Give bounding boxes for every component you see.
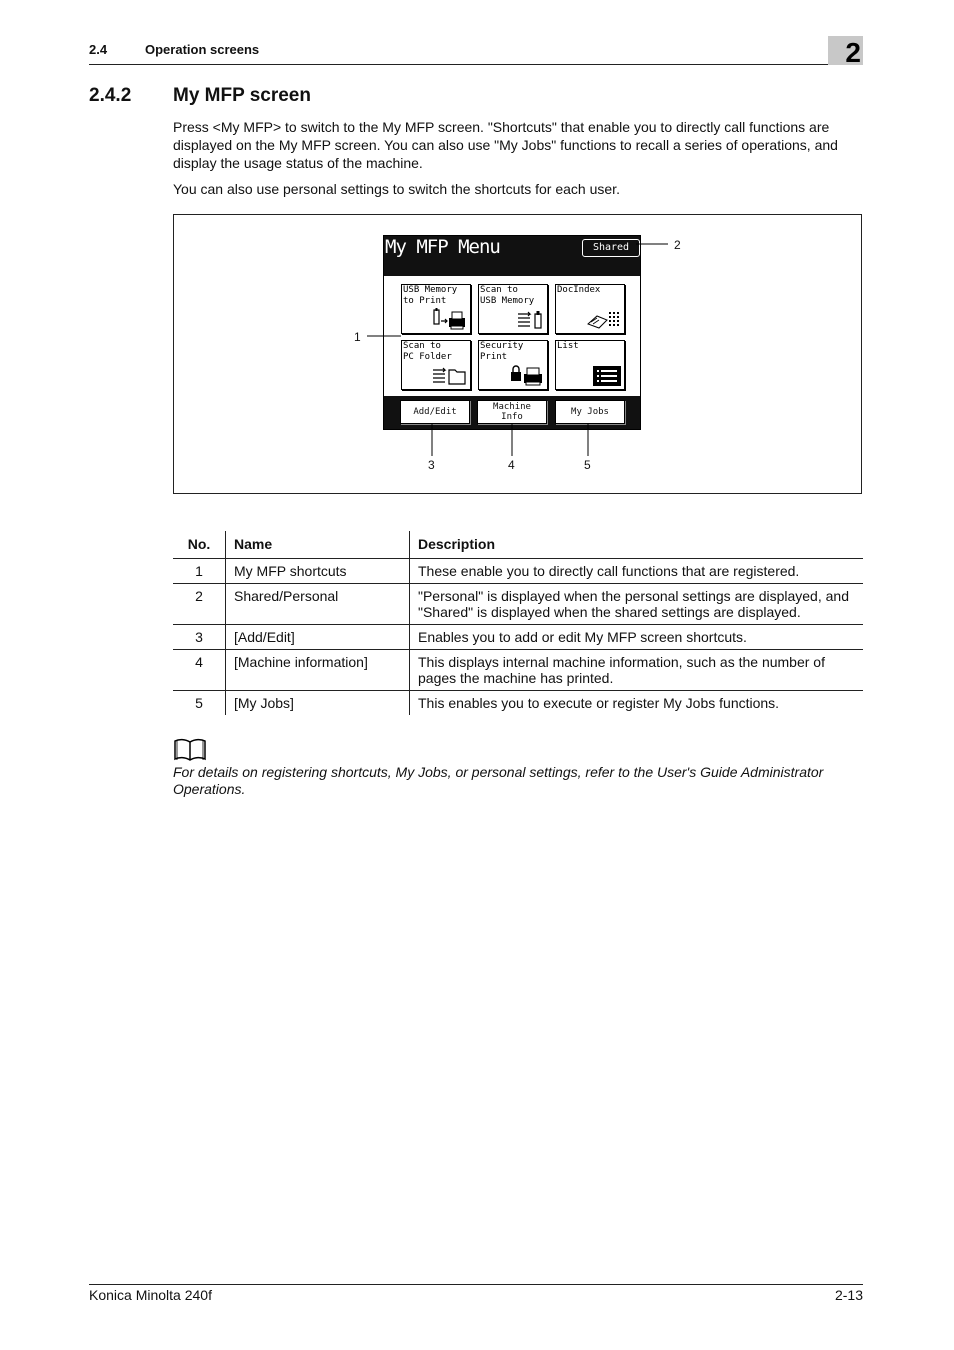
- shared-personal-button[interactable]: Shared: [582, 239, 640, 257]
- row-name: My MFP shortcuts: [226, 559, 410, 584]
- column-header-no: No.: [187, 536, 211, 552]
- running-header: [89, 42, 259, 57]
- reference-note: For details on registering shortcuts, My Jobs, or personal settings, refer to the User's Guide Administrator Operations.: [173, 764, 824, 797]
- row-number: 1: [195, 563, 203, 579]
- description-table: [173, 531, 863, 715]
- row-number: 5: [195, 695, 203, 711]
- footer-rule: [89, 1284, 863, 1285]
- scan-folder-icon: [431, 364, 467, 386]
- add-edit-button[interactable]: Add/Edit: [400, 400, 470, 424]
- shortcut-security-print[interactable]: [478, 340, 548, 390]
- shortcut-docindex[interactable]: [555, 284, 625, 334]
- row-number: 3: [195, 629, 203, 645]
- section-number: 2.4.2: [89, 85, 132, 106]
- row-description: These enable you to directly call functions that are registered.: [410, 559, 864, 584]
- row-name: [Machine information]: [226, 650, 410, 691]
- shortcut-label: DocIndex: [557, 285, 601, 295]
- header-rule: [89, 64, 863, 65]
- scan-usb-icon: [516, 308, 544, 330]
- row-name: Shared/Personal: [226, 584, 410, 625]
- intro-paragraph: Press <My MFP> to switch to the My MFP screen. "Shortcuts" that enable you to directly call functions are displayed on the My MFP screen. You can also use "My Jobs" functions to recall a series of operations, and display the usage status of the machine.: [173, 119, 838, 171]
- table-row: [173, 559, 863, 584]
- docindex-icon: [587, 308, 621, 330]
- usb-print-icon: [433, 308, 467, 330]
- lcd-title: My MFP Menu: [385, 236, 500, 258]
- row-number: 4: [195, 654, 203, 670]
- chapter-number-badge: 2: [828, 36, 863, 65]
- list-icon: [593, 366, 621, 386]
- row-description: This enables you to execute or register My Jobs functions.: [410, 691, 864, 716]
- shortcut-usb-memory-to-print[interactable]: [401, 284, 471, 334]
- callout-2: 2: [674, 238, 681, 252]
- section-title: [89, 85, 311, 107]
- row-name: [Add/Edit]: [226, 625, 410, 650]
- row-number: 2: [195, 588, 203, 604]
- book-reference-icon: [173, 738, 207, 762]
- machine-info-button[interactable]: Machine Info: [477, 400, 547, 424]
- shortcut-list[interactable]: [555, 340, 625, 390]
- callout-3: 3: [428, 458, 435, 472]
- shortcut-label: Scan to USB Memory: [480, 285, 535, 306]
- header-section-number: 2.4: [89, 42, 108, 57]
- my-jobs-button[interactable]: My Jobs: [555, 400, 625, 424]
- row-description: This displays internal machine information, such as the number of pages the machine has printed.: [410, 650, 864, 691]
- table-row: [173, 650, 863, 691]
- shortcut-label: List: [557, 341, 579, 351]
- table-row: [173, 584, 863, 625]
- callout-5: 5: [584, 458, 591, 472]
- header-section-title: Operation screens: [145, 42, 260, 57]
- section-title-text: My MFP screen: [173, 85, 311, 106]
- footer-product-name: Konica Minolta 240f: [89, 1287, 212, 1303]
- row-description: "Personal" is displayed when the personal settings are displayed, and "Shared" is displayed when the shared settings are displayed.: [410, 584, 864, 625]
- shortcut-label: USB Memory to Print: [403, 285, 458, 306]
- table-header-row: [173, 531, 863, 559]
- shortcut-grid: [384, 276, 640, 394]
- table-row: [173, 691, 863, 716]
- shortcut-scan-to-usb-memory[interactable]: [478, 284, 548, 334]
- callout-1: 1: [354, 330, 361, 344]
- table-row: [173, 625, 863, 650]
- personal-settings-paragraph: You can also use personal settings to switch the shortcuts for each user.: [173, 181, 620, 197]
- column-header-name: Name: [226, 531, 410, 559]
- callout-4: 4: [508, 458, 515, 472]
- shortcut-scan-to-pc-folder[interactable]: [401, 340, 471, 390]
- row-description: Enables you to add or edit My MFP screen shortcuts.: [410, 625, 864, 650]
- lcd-bottom-bar: [384, 396, 640, 429]
- footer-page-number: 2-13: [834, 1287, 863, 1303]
- lcd-title-bar: [384, 236, 640, 276]
- lcd-screen: [383, 235, 641, 430]
- shortcut-label: Scan to PC Folder: [403, 341, 452, 362]
- security-print-icon: [510, 364, 544, 386]
- column-header-description: Description: [410, 531, 864, 559]
- shortcut-label: Security Print: [480, 341, 524, 362]
- row-name: [My Jobs]: [226, 691, 410, 716]
